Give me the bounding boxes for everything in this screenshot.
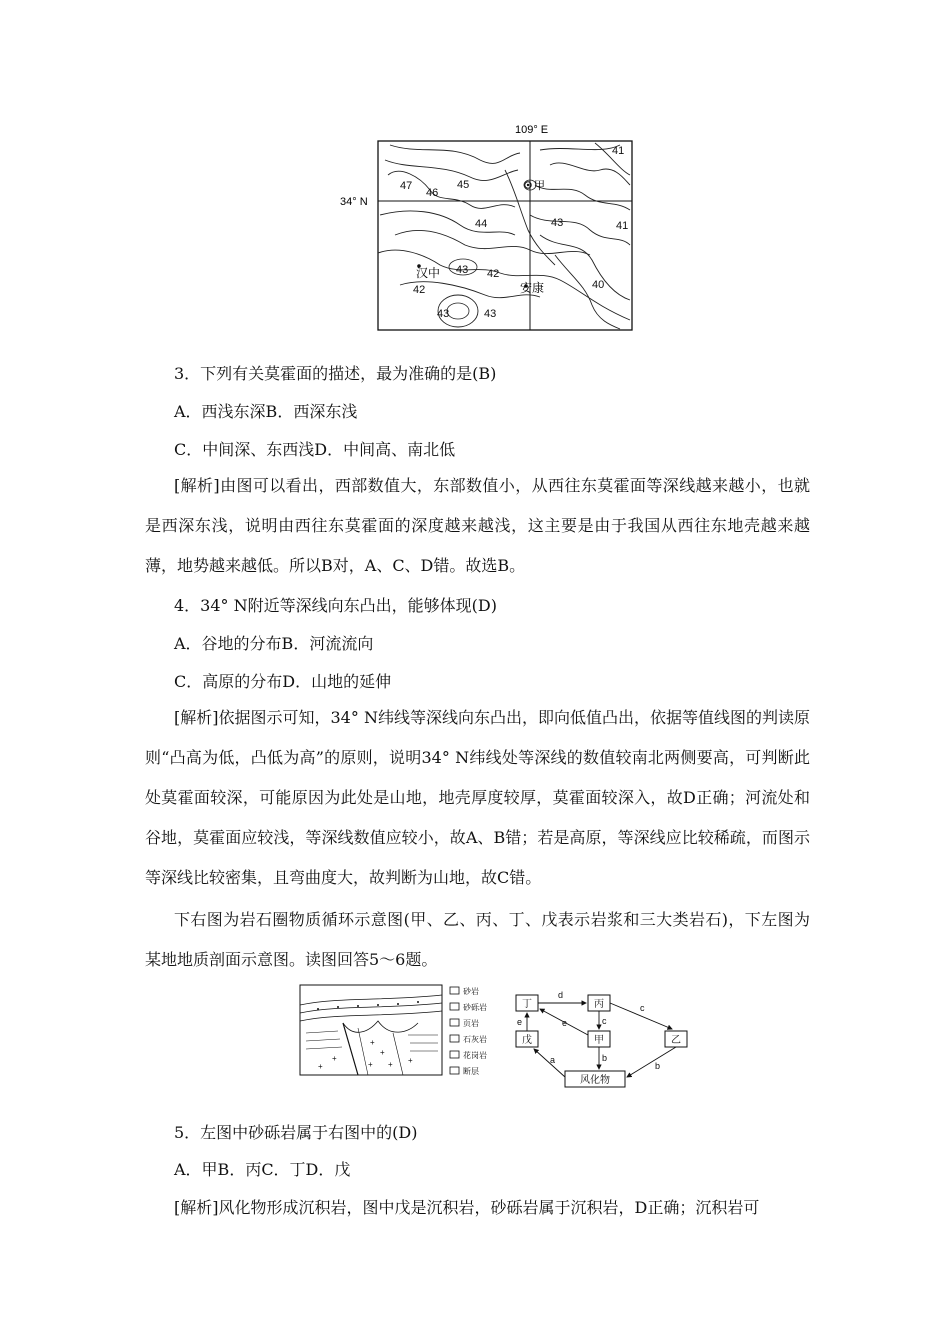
node-bing: 丙 (594, 999, 604, 1010)
svg-text:+: + (408, 1056, 413, 1065)
contour-label: 42 (487, 268, 500, 280)
svg-text:+: + (388, 1060, 393, 1069)
edge-label: c (640, 1003, 645, 1013)
contour-label: 41 (612, 145, 625, 157)
q3-options-cd: C．中间深、东西浅D．中间高、南北低 (174, 440, 456, 459)
place-hanzhong: 汉中 (416, 266, 441, 280)
legend-item: 花岗岩 (463, 1051, 487, 1060)
q5-analysis: [解析]风化物形成沉积岩，图中戊是沉积岩，砂砾岩属于沉积岩，D正确；沉积岩可 (174, 1198, 760, 1217)
edge-label: b (655, 1061, 661, 1071)
contour-label: 44 (475, 218, 488, 230)
svg-text:+: + (370, 1038, 375, 1047)
contour-label: 41 (616, 220, 629, 232)
legend-item: 砂岩 (463, 987, 479, 996)
lat-label: 34° N (340, 196, 368, 208)
contour-label: 43 (484, 308, 497, 320)
svg-text:+: + (368, 1060, 373, 1069)
q4-options-cd: C．高原的分布D．山地的延伸 (174, 672, 392, 691)
contour-label: 43 (551, 217, 564, 229)
edge-label: d (558, 990, 564, 1000)
edge-label: e (517, 1017, 523, 1027)
node-jia: 甲 (594, 1035, 604, 1046)
q4-analysis: [解析]依据图示可知，34° N纬线等深线向东凸出，即向低值凸出，依据等值线图的判读原则“凸高为低，凸低为高”的原则，说明34° N纬线处等深线的数值较南北两侧要高，可判断此处莫霍面较深，可能原因为此处是山地，地壳厚度较厚，莫霍面较深入，故D正确；河流处和谷地，莫霍面应较浅，等深线数值应较小，故A、B错；若是高原，等深线应比较稀疏，而图示等深线比较密集，且弯曲度大，故判断为山地，故C错。 (145, 708, 810, 887)
place-jia: 甲 (534, 180, 545, 192)
q3-stem: 3．下列有关莫霍面的描述，最为准确的是(B) (174, 364, 497, 383)
rock-cycle-svg (510, 983, 695, 1095)
contour-label: 40 (592, 279, 605, 291)
q3-options-ab: A．西浅东深B．西深东浅 (174, 402, 358, 421)
edge-label: a (550, 1055, 556, 1065)
edge-label: e (562, 1018, 568, 1028)
node-ding: 丁 (522, 999, 532, 1010)
intro-5-6: 下右图为岩石圈物质循环示意图(甲、乙、丙、丁、戊表示岩浆和三大类岩石)，下左图为某地地质剖面示意图。读图回答5～6题。 (145, 910, 810, 969)
contour-label: 45 (457, 179, 470, 191)
svg-text:+: + (332, 1054, 337, 1063)
q5-options: A．甲B．丙C．丁D．戊 (174, 1160, 351, 1179)
edge-label: c (602, 1016, 607, 1026)
legend-item: 石灰岩 (463, 1035, 487, 1044)
node-yi: 乙 (671, 1035, 681, 1046)
contour-label: 43 (456, 264, 469, 276)
node-weathering: 风化物 (580, 1075, 610, 1086)
node-wu: 戊 (522, 1035, 532, 1046)
svg-text:+: + (380, 1048, 385, 1057)
q5-stem: 5．左图中砂砾岩属于右图中的(D) (174, 1123, 418, 1142)
contour-label: 43 (437, 308, 450, 320)
geologic-section-figure (298, 983, 513, 1093)
legend-item: 断层 (463, 1067, 479, 1076)
q3-analysis: [解析]由图可以看出，西部数值大，东部数值小，从西往东莫霍面等深线越来越小，也就是西深东浅，说明由西往东莫霍面的深度越来越浅，这主要是由于我国从西往东地壳越来越薄，地势越来越低。所以B对，A、C、D错。故选B。 (145, 476, 810, 575)
legend-item: 页岩 (463, 1019, 479, 1028)
lon-label: 109° E (515, 124, 549, 136)
q4-stem: 4．34° N附近等深线向东凸出，能够体现(D) (174, 596, 497, 615)
contour-label: 46 (426, 187, 439, 199)
rock-cycle-diagram (510, 983, 695, 1095)
section-svg (298, 983, 513, 1093)
legend-item: 砂砾岩 (463, 1003, 487, 1012)
contour-label: 42 (413, 284, 426, 296)
svg-text:+: + (318, 1062, 323, 1071)
edge-label: b (602, 1053, 608, 1063)
place-ankang: 安康 (520, 281, 545, 295)
q4-options-ab: A．谷地的分布B．河流流向 (174, 634, 374, 653)
contour-label: 47 (400, 180, 413, 192)
contour-map-svg (330, 115, 650, 340)
moho-contour-map (330, 115, 650, 340)
